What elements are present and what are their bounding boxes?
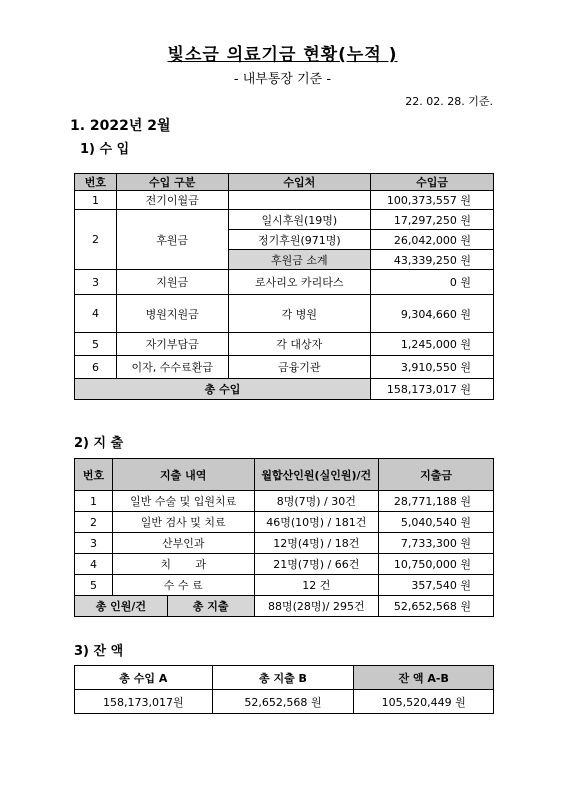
row-count: 21명(7명) / 66건: [254, 554, 379, 575]
table-row: [75, 191, 494, 210]
page-subtitle: - 내부통장 기준 -: [233, 72, 332, 87]
row-category: 병원지원금: [116, 295, 228, 333]
row-category: 지원금: [116, 270, 228, 295]
row-no: 2: [75, 512, 113, 533]
row-no: 4: [75, 295, 117, 333]
row-amount: 43,339,250 원: [371, 250, 494, 270]
row-no: 3: [75, 533, 113, 554]
expense-title: 2) 지 출: [74, 436, 124, 451]
row-category: 이자, 수수료환급: [116, 356, 228, 379]
balance-value: 105,520,449 원: [354, 690, 494, 714]
row-source: 각 병원: [228, 295, 371, 333]
row-amount: 26,042,000 원: [371, 230, 494, 250]
row-no: 6: [75, 356, 117, 379]
row-count: 12 건: [254, 575, 379, 596]
total-row: [75, 596, 494, 617]
total-people-label: 총 인원/건: [75, 596, 168, 617]
table-row: [75, 491, 494, 512]
row-source: 정기후원(971명): [228, 230, 371, 250]
row-item: 일반 검사 및 치료: [112, 512, 254, 533]
row-count: 8명(7명) / 30건: [254, 491, 379, 512]
row-count: 12명(4명) / 18건: [254, 533, 379, 554]
table-row: [75, 356, 494, 379]
row-amount: 357,540 원: [379, 575, 494, 596]
row-item: 산부인과: [112, 533, 254, 554]
total-income-value: 158,173,017원: [75, 690, 213, 714]
col-header-total-income: 총 수입 A: [75, 666, 213, 690]
table-row: [75, 575, 494, 596]
row-no: 1: [75, 191, 117, 210]
table-row: [75, 690, 494, 714]
row-source: 금융기관: [228, 356, 371, 379]
row-source: [228, 191, 371, 210]
col-header-category: 수입 구분: [116, 174, 228, 191]
table-row: [75, 295, 494, 333]
col-header-count: 월합산인원(실인원)/건: [254, 459, 379, 491]
total-count: 88명(28명)/ 295건: [254, 596, 379, 617]
row-no: 5: [75, 575, 113, 596]
row-no: 4: [75, 554, 113, 575]
total-expense-amount: 52,652,568 원: [379, 596, 494, 617]
col-header-balance: 잔 액 A-B: [354, 666, 494, 690]
expense-table: [74, 458, 494, 617]
table-row: [75, 333, 494, 356]
col-header-total-expense: 총 지출 B: [212, 666, 354, 690]
col-header-source: 수입처: [228, 174, 371, 191]
table-row: [75, 554, 494, 575]
row-amount: 28,771,188 원: [379, 491, 494, 512]
row-no: 3: [75, 270, 117, 295]
row-category: 전기이월금: [116, 191, 228, 210]
table-row: [75, 512, 494, 533]
row-amount: 10,750,000 원: [379, 554, 494, 575]
balance-title: 3) 잔 액: [74, 644, 124, 659]
page-title: 빛소금 의료기금 현황(누적 ): [167, 45, 398, 65]
report-date: 22. 02. 28. 기준.: [405, 95, 493, 108]
row-category: 자기부담금: [116, 333, 228, 356]
total-income-amount: 158,173,017 원: [371, 379, 494, 400]
col-header-amount: 지출금: [379, 459, 494, 491]
row-category: 후원금: [116, 210, 228, 270]
row-no: 2: [75, 210, 117, 270]
row-no: 1: [75, 491, 113, 512]
col-header-item: 지출 내역: [112, 459, 254, 491]
row-amount: 100,373,557 원: [371, 191, 494, 210]
row-amount: 0 원: [371, 270, 494, 295]
row-item: 수 수 료: [112, 575, 254, 596]
row-amount: 1,245,000 원: [371, 333, 494, 356]
row-source: 각 대상자: [228, 333, 371, 356]
row-amount: 3,910,550 원: [371, 356, 494, 379]
row-amount: 9,304,660 원: [371, 295, 494, 333]
row-amount: 7,733,300 원: [379, 533, 494, 554]
row-source: 후원금 소계: [228, 250, 371, 270]
income-table: [74, 173, 494, 400]
row-amount: 5,040,540 원: [379, 512, 494, 533]
row-amount: 17,297,250 원: [371, 210, 494, 230]
table-row: [75, 210, 494, 230]
table-row: [75, 270, 494, 295]
total-expense-value: 52,652,568 원: [212, 690, 354, 714]
row-no: 5: [75, 333, 117, 356]
col-header-no: 번호: [75, 174, 117, 191]
section-title: 1. 2022년 2월: [70, 118, 171, 134]
balance-table: [74, 665, 494, 714]
col-header-no: 번호: [75, 459, 113, 491]
row-source: 일시후원(19명): [228, 210, 371, 230]
total-expense-label: 총 지출: [167, 596, 254, 617]
income-title: 1) 수 입: [80, 142, 130, 157]
row-item: 일반 수술 및 입원치료: [112, 491, 254, 512]
row-item: 치 과: [112, 554, 254, 575]
total-income-label: 총 수입: [75, 379, 371, 400]
total-row: [75, 379, 494, 400]
col-header-amount: 수입금: [371, 174, 494, 191]
row-source: 로사리오 카리타스: [228, 270, 371, 295]
table-row: [75, 533, 494, 554]
row-count: 46명(10명) / 181건: [254, 512, 379, 533]
